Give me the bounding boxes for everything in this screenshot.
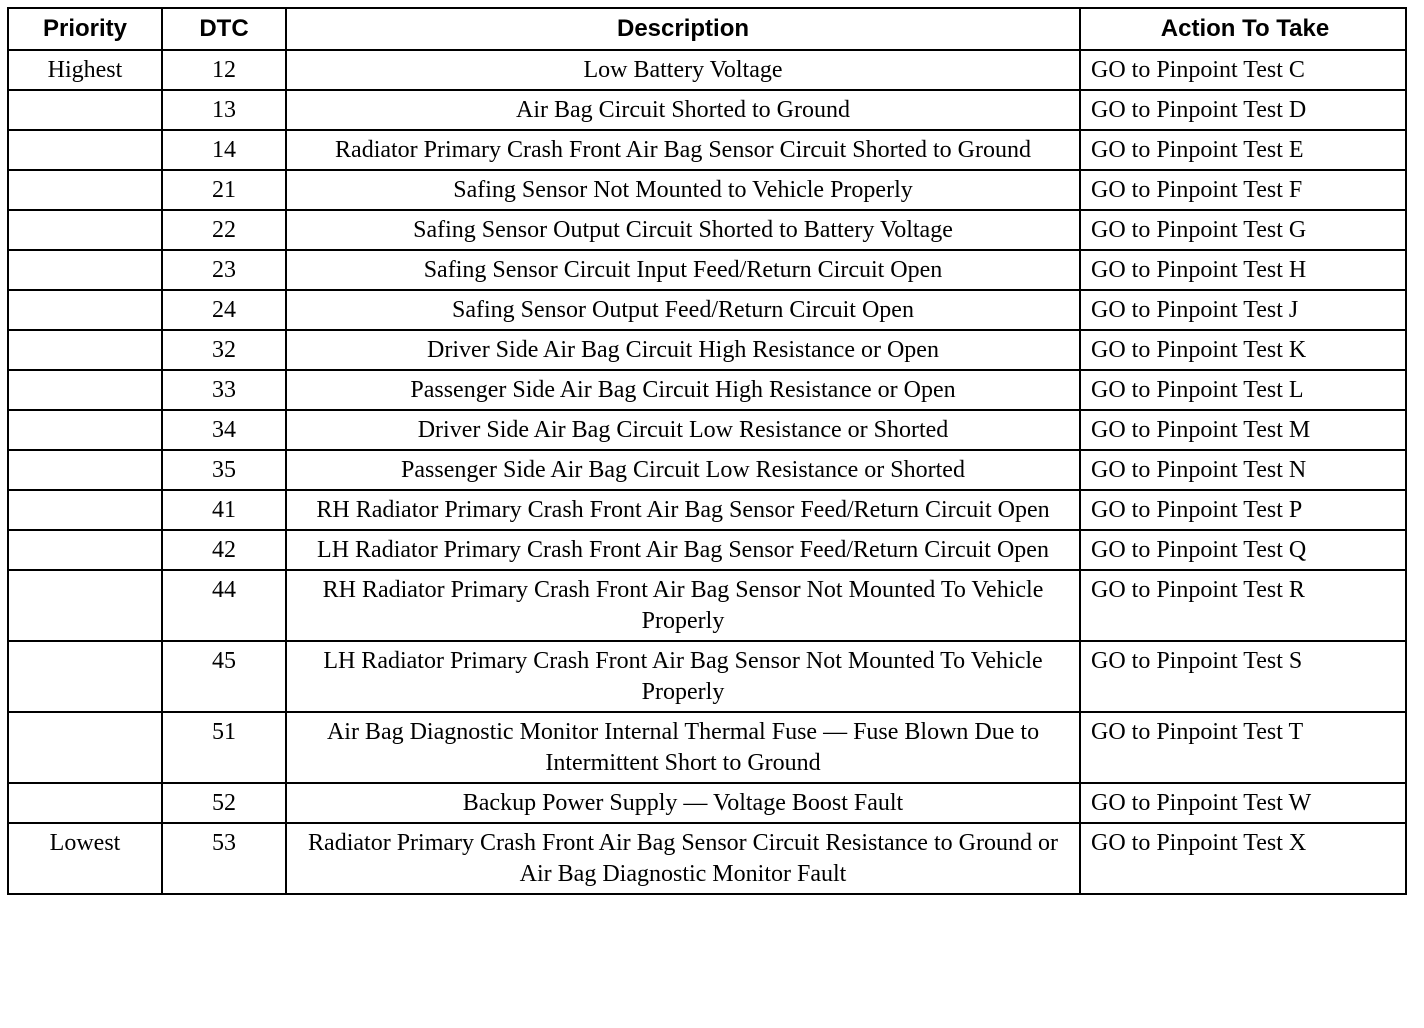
priority-cell (8, 290, 162, 330)
table-row (8, 823, 1406, 894)
table-row (8, 410, 1406, 450)
dtc-cell: 24 (162, 290, 286, 330)
table-row (8, 570, 1406, 641)
action-cell: GO to Pinpoint Test F (1080, 170, 1406, 210)
header-dtc: DTC (162, 8, 286, 50)
description-cell: LH Radiator Primary Crash Front Air Bag Sensor Not Mounted To Vehicle Properly (286, 641, 1080, 712)
priority-cell (8, 783, 162, 823)
description-cell: Radiator Primary Crash Front Air Bag Sensor Circuit Resistance to Ground or Air Bag Diagnostic Monitor Fault (286, 823, 1080, 894)
description-cell: Safing Sensor Circuit Input Feed/Return Circuit Open (286, 250, 1080, 290)
priority-cell (8, 130, 162, 170)
dtc-cell: 45 (162, 641, 286, 712)
dtc-cell: 52 (162, 783, 286, 823)
action-cell: GO to Pinpoint Test J (1080, 290, 1406, 330)
description-cell: Safing Sensor Not Mounted to Vehicle Properly (286, 170, 1080, 210)
dtc-cell: 35 (162, 450, 286, 490)
table-row (8, 450, 1406, 490)
action-cell: GO to Pinpoint Test L (1080, 370, 1406, 410)
table-row (8, 712, 1406, 783)
dtc-cell: 13 (162, 90, 286, 130)
priority-cell (8, 370, 162, 410)
action-cell: GO to Pinpoint Test M (1080, 410, 1406, 450)
header-row (8, 8, 1406, 50)
priority-cell: Lowest (8, 823, 162, 894)
table-row (8, 210, 1406, 250)
priority-cell (8, 712, 162, 783)
description-cell: Backup Power Supply — Voltage Boost Fault (286, 783, 1080, 823)
table-row (8, 490, 1406, 530)
action-cell: GO to Pinpoint Test X (1080, 823, 1406, 894)
priority-cell (8, 330, 162, 370)
description-cell: Passenger Side Air Bag Circuit High Resistance or Open (286, 370, 1080, 410)
priority-cell (8, 170, 162, 210)
description-cell: RH Radiator Primary Crash Front Air Bag Sensor Feed/Return Circuit Open (286, 490, 1080, 530)
table-row (8, 641, 1406, 712)
priority-cell (8, 410, 162, 450)
action-cell: GO to Pinpoint Test D (1080, 90, 1406, 130)
action-cell: GO to Pinpoint Test W (1080, 783, 1406, 823)
table-row (8, 370, 1406, 410)
action-cell: GO to Pinpoint Test H (1080, 250, 1406, 290)
description-cell: Passenger Side Air Bag Circuit Low Resistance or Shorted (286, 450, 1080, 490)
priority-cell (8, 530, 162, 570)
action-cell: GO to Pinpoint Test K (1080, 330, 1406, 370)
description-cell: Low Battery Voltage (286, 50, 1080, 90)
dtc-cell: 44 (162, 570, 286, 641)
priority-cell: Highest (8, 50, 162, 90)
table-row (8, 330, 1406, 370)
description-cell: LH Radiator Primary Crash Front Air Bag Sensor Feed/Return Circuit Open (286, 530, 1080, 570)
dtc-cell: 21 (162, 170, 286, 210)
dtc-cell: 41 (162, 490, 286, 530)
action-cell: GO to Pinpoint Test N (1080, 450, 1406, 490)
priority-cell (8, 490, 162, 530)
dtc-cell: 33 (162, 370, 286, 410)
table-row (8, 90, 1406, 130)
action-cell: GO to Pinpoint Test P (1080, 490, 1406, 530)
dtc-table (7, 7, 1407, 895)
priority-cell (8, 250, 162, 290)
priority-cell (8, 641, 162, 712)
action-cell: GO to Pinpoint Test E (1080, 130, 1406, 170)
dtc-cell: 51 (162, 712, 286, 783)
dtc-cell: 23 (162, 250, 286, 290)
header-action: Action To Take (1080, 8, 1406, 50)
dtc-cell: 22 (162, 210, 286, 250)
dtc-cell: 42 (162, 530, 286, 570)
description-cell: Driver Side Air Bag Circuit Low Resistance or Shorted (286, 410, 1080, 450)
description-cell: Safing Sensor Output Circuit Shorted to Battery Voltage (286, 210, 1080, 250)
table-row (8, 50, 1406, 90)
priority-cell (8, 450, 162, 490)
dtc-cell: 12 (162, 50, 286, 90)
dtc-cell: 34 (162, 410, 286, 450)
description-cell: Driver Side Air Bag Circuit High Resistance or Open (286, 330, 1080, 370)
action-cell: GO to Pinpoint Test Q (1080, 530, 1406, 570)
description-cell: Air Bag Diagnostic Monitor Internal Thermal Fuse — Fuse Blown Due to Intermittent Short to Ground (286, 712, 1080, 783)
table-row (8, 250, 1406, 290)
description-cell: Radiator Primary Crash Front Air Bag Sensor Circuit Shorted to Ground (286, 130, 1080, 170)
action-cell: GO to Pinpoint Test R (1080, 570, 1406, 641)
table-row (8, 130, 1406, 170)
action-cell: GO to Pinpoint Test C (1080, 50, 1406, 90)
priority-cell (8, 570, 162, 641)
dtc-cell: 14 (162, 130, 286, 170)
action-cell: GO to Pinpoint Test S (1080, 641, 1406, 712)
table-row (8, 290, 1406, 330)
priority-cell (8, 90, 162, 130)
table-row (8, 170, 1406, 210)
header-priority: Priority (8, 8, 162, 50)
action-cell: GO to Pinpoint Test T (1080, 712, 1406, 783)
dtc-cell: 53 (162, 823, 286, 894)
description-cell: RH Radiator Primary Crash Front Air Bag Sensor Not Mounted To Vehicle Properly (286, 570, 1080, 641)
header-description: Description (286, 8, 1080, 50)
description-cell: Safing Sensor Output Feed/Return Circuit Open (286, 290, 1080, 330)
table-row (8, 783, 1406, 823)
priority-cell (8, 210, 162, 250)
table-row (8, 530, 1406, 570)
table-body (8, 50, 1406, 894)
dtc-cell: 32 (162, 330, 286, 370)
description-cell: Air Bag Circuit Shorted to Ground (286, 90, 1080, 130)
action-cell: GO to Pinpoint Test G (1080, 210, 1406, 250)
